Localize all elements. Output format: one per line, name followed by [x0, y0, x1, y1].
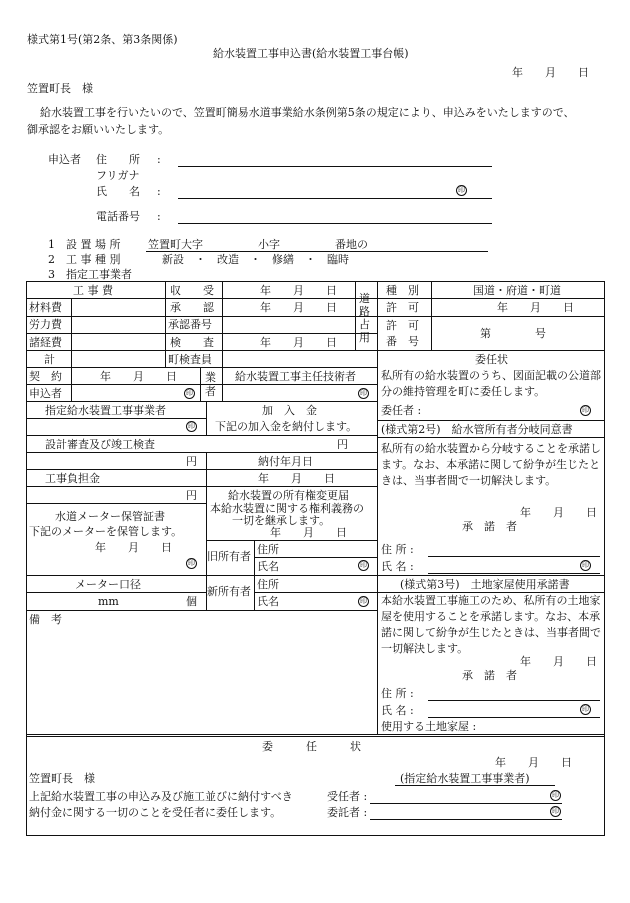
meter-mm: mm [98, 595, 119, 608]
commission2-text1: 上記給水装置工事の申込み及び施工並びに納付すべき [29, 790, 293, 803]
ownership-title: 給水装置の所有権変更届 [228, 489, 349, 502]
meter-date: 年 月 日 [95, 541, 172, 554]
consent3-consenter: 承 諾 者 [462, 669, 517, 682]
inspector-label: 町検査員 [168, 353, 212, 366]
form-title: 給水装置工事申込書(給水装置工事台帳) [213, 47, 409, 60]
joining-yen: 円 [337, 438, 348, 451]
applicant-address-label: 住 所 [96, 153, 140, 166]
intro-line2: 御承認をお願いいたします。 [27, 123, 170, 136]
chief-engineer-label: 給水装置工事主任技術者 [235, 370, 356, 383]
consent2-date: 年 月 日 [520, 506, 597, 519]
joining-title: 加 入 金 [262, 404, 317, 417]
colon: : [157, 185, 161, 198]
name-line[interactable] [178, 198, 492, 199]
seal-icon: 印 [458, 186, 465, 194]
seal-icon: 印 [582, 705, 589, 713]
new-owner-name: 氏名 [257, 595, 279, 608]
receive-date: 年 月 日 [260, 284, 337, 297]
paid-date-label: 納付年月日 [258, 455, 313, 468]
item3-label: 3 指定工事業者 [48, 268, 132, 281]
approve-label: 承 認 [170, 301, 214, 314]
old-owner-label: 旧所有者 [207, 550, 251, 563]
seal-icon: 印 [360, 389, 367, 397]
commission1-delegator: 委任者 : [381, 404, 422, 417]
commission2-vendor: (指定給水装置工事事業者) [400, 772, 530, 785]
road-label-3: 占 [359, 318, 370, 331]
form-number: 様式第1号(第2条、第3条関係) [27, 33, 178, 46]
ownership-date: 年 月 日 [270, 526, 347, 539]
meter-title: 水道メーター保管証書 [55, 510, 165, 523]
cost-materials: 材料費 [29, 301, 62, 314]
paid-date: 年 月 日 [258, 472, 335, 485]
consent2-text: 私所有の給水装置から分岐することを承諾します。なお、本承諾に関して紛争が生じたときは、当事者間で一切解決します。 [381, 442, 601, 487]
address-line[interactable] [178, 166, 492, 167]
cost-header: 工 事 費 [73, 284, 113, 297]
phone-label: 電話番号 [96, 210, 140, 223]
addressee: 笠置町長 様 [27, 82, 93, 95]
intro-line1: 給水装置工事を行いたいので、笠置町簡易水道事業給水条例第5条の規定により、申込みをいたしますので、 [40, 106, 575, 119]
consent3-title: (様式第3号) 土地家屋使用承諾書 [400, 578, 570, 591]
applicant-label: 申込者 [48, 153, 81, 166]
receive-label: 収 受 [170, 284, 214, 297]
cost-labor: 労力費 [29, 318, 62, 331]
review-label: 設計審査及び竣工検査 [45, 438, 155, 451]
commission1-text: 私所有の給水装置のうち、図面記載の公道部分の維持管理を町に委任します。 [381, 369, 601, 398]
road-permit-no-label1: 許 可 [386, 319, 419, 332]
phone-line[interactable] [178, 223, 492, 224]
approval-no-label: 承認番号 [168, 318, 212, 331]
item1-line [146, 251, 488, 252]
ownership-text2: 一切を継承します。 [232, 514, 331, 527]
seal-icon: 印 [188, 422, 195, 430]
seal-icon: 印 [582, 406, 589, 414]
burden-yen: 円 [186, 489, 197, 502]
consent3-name: 氏 名 : [381, 704, 414, 717]
consent2-name: 氏 名 : [381, 560, 414, 573]
consent3-text: 本給水装置工事施工のため、私所有の土地家屋を使用することを承諾します。なお、本承諾に関して紛争が生じたときは、当事者間で一切解決します。 [381, 594, 601, 655]
ownership-text1: 本給水装置に関する権利義務の [210, 502, 364, 515]
vendor-vert-2: 者 [205, 385, 216, 398]
furigana-label: フリガナ [96, 169, 140, 182]
approve-date: 年 月 日 [260, 301, 337, 314]
road-label-4: 用 [359, 331, 370, 344]
road-label-2: 路 [359, 305, 370, 318]
road-kind-value: 国道・府道・町道 [473, 284, 561, 297]
road-kind-label: 種 別 [386, 284, 419, 297]
road-permit-label: 許 可 [386, 301, 419, 314]
commission2-addressee: 笠置町長 様 [29, 772, 95, 785]
cost-misc: 諸経費 [29, 336, 62, 349]
contract-date: 年 月 日 [100, 370, 177, 383]
consent3-address: 住 所 : [381, 687, 414, 700]
seal-icon: 印 [582, 561, 589, 569]
item1-value: 笠置町大字 小字 番地の [148, 238, 368, 251]
seal-icon: 印 [552, 791, 559, 799]
meter-count: 個 [186, 595, 197, 608]
consent3-date: 年 月 日 [520, 655, 597, 668]
seal-icon: 印 [360, 561, 367, 569]
old-owner-name: 氏名 [257, 560, 279, 573]
seal-icon: 印 [186, 389, 193, 397]
consent2-consenter: 承 諾 者 [462, 520, 517, 533]
seal-icon: 印 [360, 597, 367, 605]
burden-label: 工事負担金 [45, 472, 100, 485]
designated-vendor-label: 指定給水装置工事事業者 [45, 404, 166, 417]
applicant-name-label: 氏 名 [96, 185, 140, 198]
commission2-text2: 納付金に関する一切のことを受任者に委任します。 [29, 806, 282, 819]
road-label-1: 道 [359, 292, 370, 305]
colon: : [157, 153, 161, 166]
old-owner-address: 住所 [257, 543, 279, 556]
meter-size-label: メーター口径 [75, 578, 141, 591]
colon: : [157, 210, 161, 223]
joining-text: 下記の加入金を納付します。 [215, 420, 358, 433]
consent2-address: 住 所 : [381, 543, 414, 556]
seal-icon: 印 [552, 807, 559, 815]
commission2-title: 委 任 状 [262, 740, 361, 753]
consent3-land: 使用する土地家屋 : [381, 720, 477, 733]
commission2-delegator: 委託者 : [327, 806, 368, 819]
item1-label: 1 設 置 場 所 [48, 238, 121, 251]
road-permit-no-label2: 番 号 [386, 335, 419, 348]
contract-applicant: 申込者 [29, 387, 62, 400]
contract-label: 契 約 [29, 370, 62, 383]
inspect-label: 検 査 [170, 336, 214, 349]
item2-label: 2 工 事 種 別 [48, 253, 121, 266]
vendor-vert-1: 業 [205, 371, 216, 384]
cost-total: 計 [44, 353, 55, 366]
consent2-title: (様式第2号) 給水管所有者分岐同意書 [381, 423, 573, 436]
inspect-date: 年 月 日 [260, 336, 337, 349]
new-owner-label: 新所有者 [207, 585, 251, 598]
commission2-trustee: 受任者 : [327, 790, 368, 803]
seal-icon: 印 [188, 559, 195, 567]
review-yen: 円 [186, 455, 197, 468]
road-permit-date: 年 月 日 [497, 301, 574, 314]
item2-value: 新設 ・ 改造 ・ 修繕 ・ 臨時 [162, 253, 349, 266]
meter-text: 下記のメーターを保管します。 [29, 525, 183, 538]
header-date: 年 月 日 [512, 66, 589, 79]
commission1-title: 委任状 [475, 353, 508, 366]
road-permit-no-value: 第 号 [480, 327, 546, 340]
commission2-date: 年 月 日 [495, 756, 572, 769]
new-owner-address: 住所 [257, 578, 279, 591]
remarks-label: 備 考 [29, 613, 62, 626]
